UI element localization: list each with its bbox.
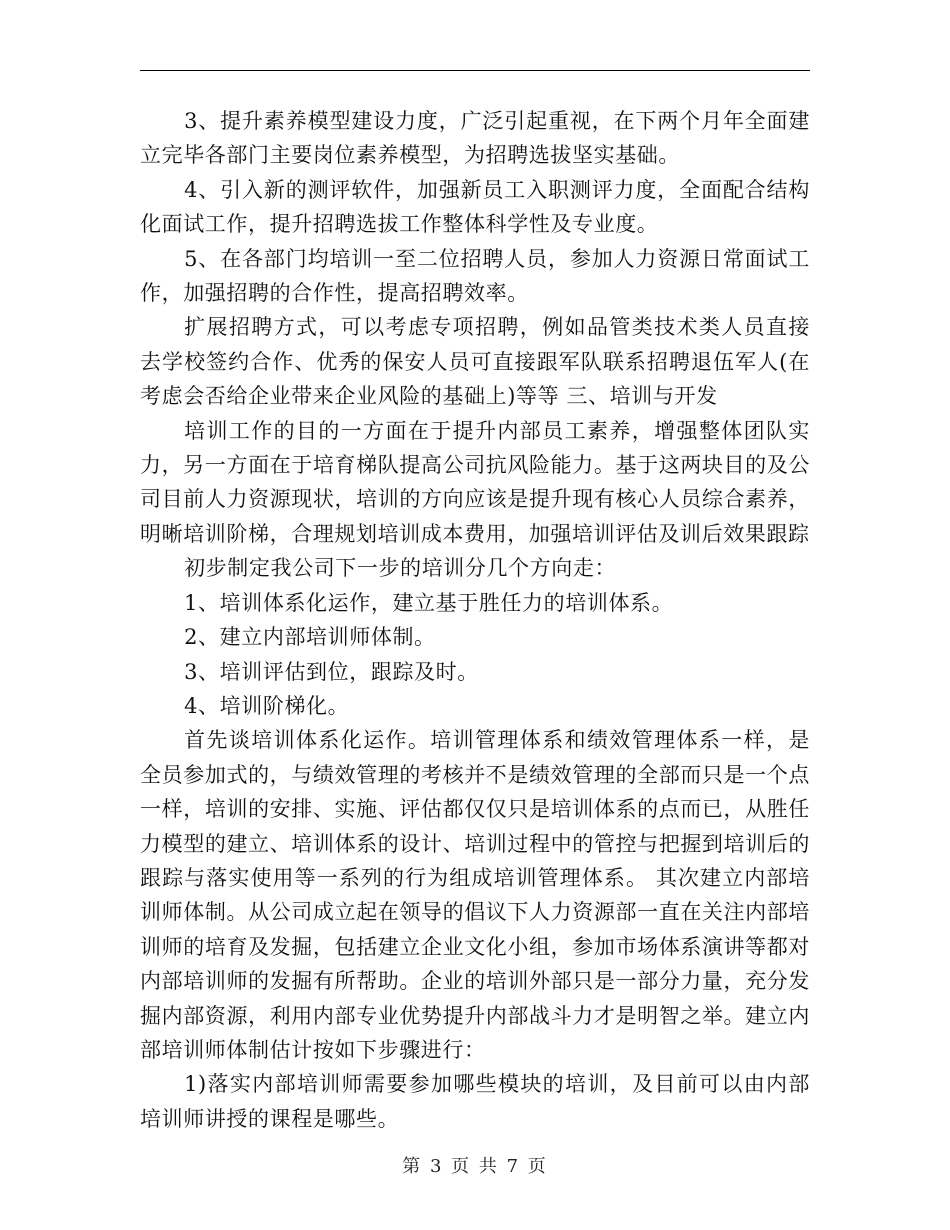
page-number: 第 3 页 共 7 页 [402, 1156, 548, 1177]
paragraph-item-3: 3、提升素养模型建设力度，广泛引起重视，在下两个月年全面建立完毕各部门主要岗位素养模型，为招聘选拔坚实基础。 [140, 109, 810, 168]
paragraph-item-5: 5、在各部门均培训一至二位招聘人员，参加人力资源日常面试工作，加强招聘的合作性，提高招聘效率。 [140, 246, 810, 306]
paragraph-training-directions-intro: 初步制定我公司下一步的培训分几个方向走： [184, 556, 617, 581]
paragraph-training-purpose: 培训工作的目的一方面在于提升内部员工素养，增强整体团队实力，另一方面在于培育梯队提高公司抗风险能力。基于这两块目的及公司目前人力资源现状，培训的方向应该是提升现有核心人员综合素养，明晰培训阶梯，合理规划培训成本费用，加强培训评估及训后效果跟踪 [140, 418, 810, 546]
paragraph-training-system: 首先谈培训体系化运作。培训管理体系和绩效管理体系一样，是全员参加式的，与绩效管理的考核并不是绩效管理的全部而只是一个点一样，培训的安排、实施、评估都仅仅只是培训体系的点而已，从胜任力模型的建立、培训体系的设计、培训过程中的管控与把握到培训后的跟踪与落实使用等一系列的行为组成培训管理体系。 其次建立内部培训师体制。从公司成立起在领导的倡议下人力资源部一直在关注内部培训师的培育及发掘，包括建立企业文化小组，参加市场体系演讲等都对内部培训师的发掘有所帮助。企业的培训外部只是一部分力量，充分发掘内部资源，利用内部专业优势提升内部战斗力才是明智之举。建立内部培训师体制估计按如下步骤进行： [140, 728, 810, 1062]
paragraph-direction-2: 2、建立内部培训师体制。 [184, 625, 436, 650]
paragraph-expand-recruitment: 扩展招聘方式，可以考虑专项招聘，例如品管类技术类人员直接去学校签约合作、优秀的保安人员可直接跟军队联系招聘退伍军人(在考虑会否给企业带来企业风险的基础上)等等 三、培训与开发 [140, 315, 810, 409]
paragraph-direction-4: 4、培训阶梯化。 [184, 693, 350, 718]
document-body [140, 104, 810, 1136]
header-rule [140, 70, 810, 71]
paragraph-direction-1: 1、培训体系化运作，建立基于胜任力的培训体系。 [184, 590, 674, 615]
paragraph-direction-3: 3、培训评估到位，跟踪及时。 [184, 659, 479, 684]
paragraph-step-1: 1)落实内部培训师需要参加哪些模块的培训，及目前可以由内部培训师讲授的课程是哪些。 [140, 1072, 810, 1131]
paragraph-item-4: 4、引入新的测评软件，加强新员工入职测评力度，全面配合结构化面试工作，提升招聘选拔工作整体科学性及专业度。 [140, 177, 810, 237]
